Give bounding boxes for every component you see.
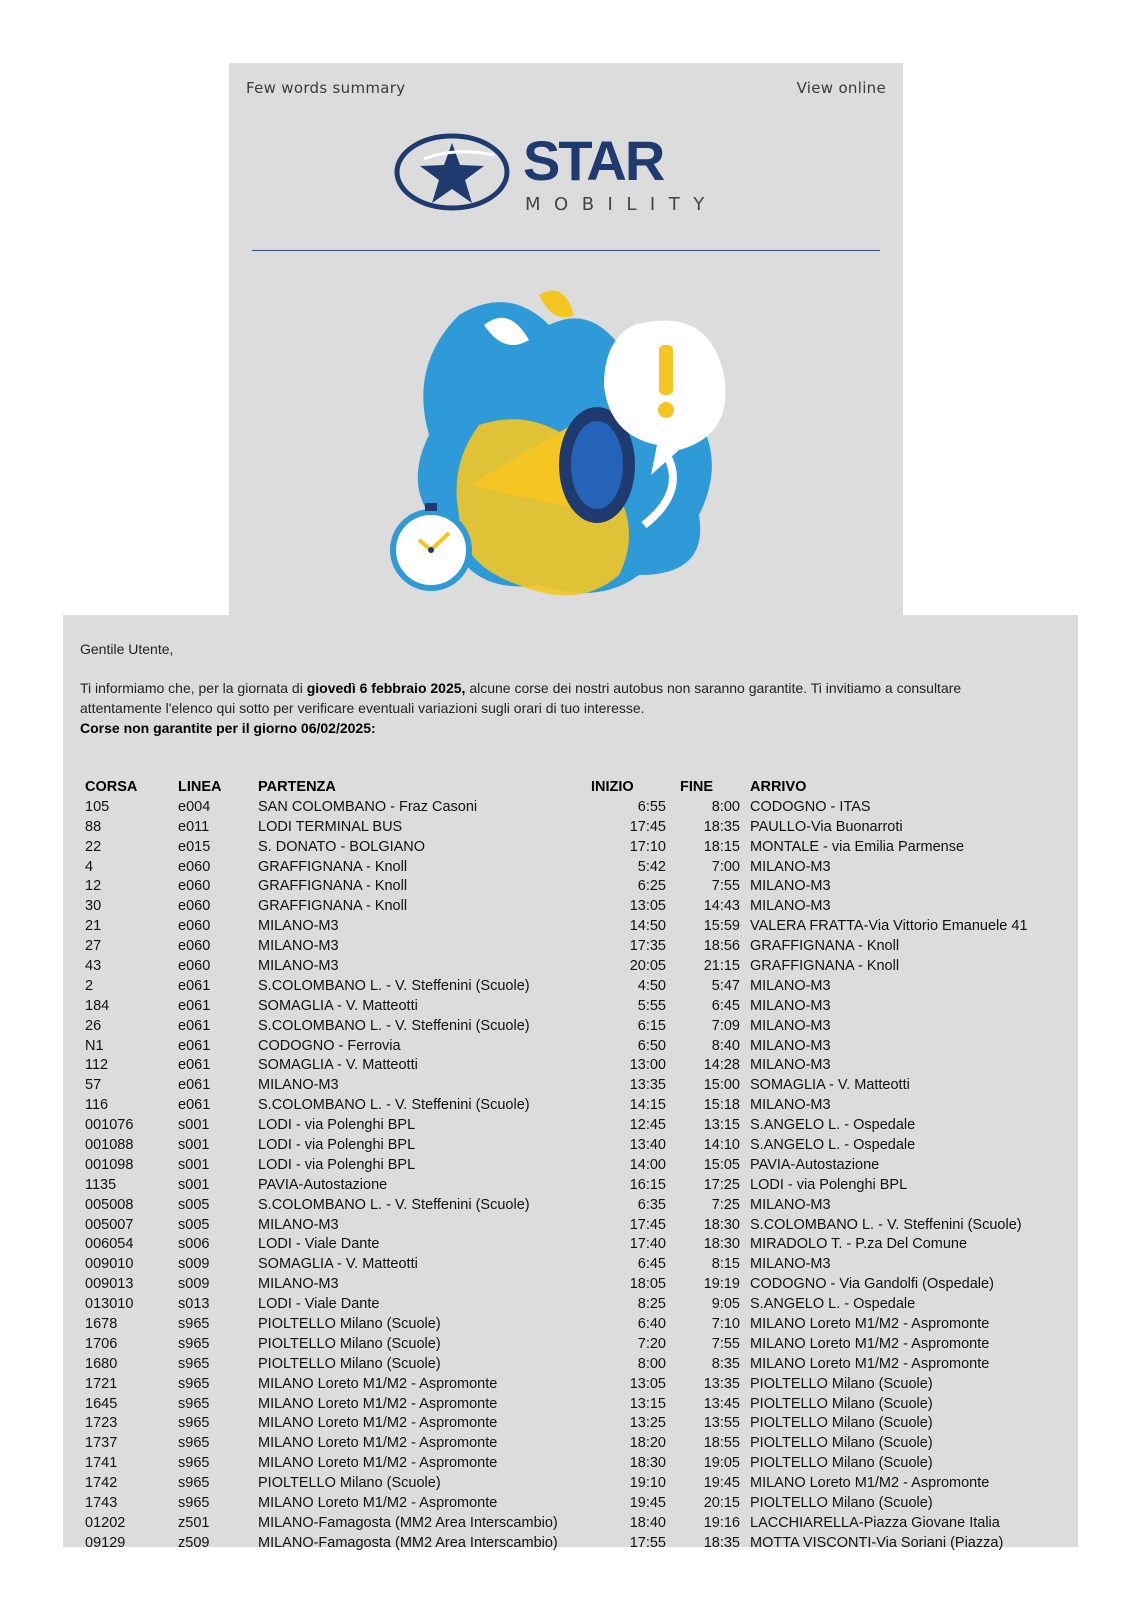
table-row	[82, 956, 1050, 976]
table-row	[82, 1155, 1050, 1175]
cell-inizio: 19:10	[629, 1475, 666, 1492]
table-row	[82, 817, 1050, 837]
cell-fine: 15:59	[703, 918, 740, 935]
header-divider	[252, 250, 880, 251]
email-header-card	[229, 63, 903, 615]
cell-fine: 8:35	[711, 1355, 740, 1372]
cell-corsa: 01202	[85, 1514, 126, 1531]
cell-corsa: 2	[85, 977, 94, 994]
cell-arrivo: MILANO-M3	[750, 1037, 831, 1054]
intro-date: giovedì 6 febbraio 2025,	[306, 680, 466, 696]
cell-linea: e060	[178, 938, 211, 955]
cell-arrivo: MILANO-M3	[750, 997, 831, 1014]
cell-corsa: 105	[85, 798, 110, 815]
cell-fine: 7:55	[711, 878, 740, 895]
cell-arrivo: LACCHIARELLA-Piazza Giovane Italia	[750, 1514, 1000, 1531]
cell-corsa: 43	[85, 957, 102, 974]
cell-partenza: CODOGNO - Ferrovia	[258, 1037, 401, 1054]
cell-partenza: PIOLTELLO Milano (Scuole)	[258, 1355, 441, 1372]
table-row	[82, 1215, 1050, 1235]
cell-fine: 18:35	[703, 1534, 740, 1551]
cell-linea: s001	[178, 1136, 210, 1153]
cell-fine: 18:35	[703, 818, 740, 835]
cell-partenza: MILANO Loreto M1/M2 - Aspromonte	[258, 1495, 498, 1511]
table-row	[82, 996, 1050, 1016]
table-row	[82, 857, 1050, 877]
cell-partenza: LODI - via Polenghi BPL	[258, 1117, 416, 1134]
cell-fine: 20:15	[703, 1495, 740, 1511]
cell-inizio: 17:10	[629, 838, 666, 855]
cell-fine: 9:05	[711, 1296, 740, 1313]
star-mobility-logo[interactable]	[394, 129, 734, 215]
table-row	[82, 1095, 1050, 1115]
cell-partenza: MILANO-M3	[258, 1276, 339, 1293]
cell-fine: 5:47	[711, 977, 740, 994]
cell-fine: 7:10	[711, 1315, 740, 1332]
table-row	[82, 1533, 1050, 1553]
cell-corsa: N1	[85, 1037, 104, 1054]
cell-fine: 14:43	[703, 898, 740, 915]
cell-fine: 19:05	[703, 1455, 740, 1472]
cell-linea: e061	[178, 1097, 211, 1114]
cell-arrivo: MILANO-M3	[750, 1256, 831, 1273]
cell-partenza: S. DONATO - BOLGIANO	[258, 838, 426, 855]
cell-arrivo: S.ANGELO L. - Ospedale	[750, 1136, 916, 1153]
table-row	[82, 1274, 1050, 1294]
cell-inizio: 12:45	[629, 1117, 666, 1134]
cell-partenza: S.COLOMBANO L. - V. Steffenini (Scuole)	[258, 977, 530, 994]
cell-corsa: 21	[85, 918, 102, 935]
cell-linea: s965	[178, 1375, 210, 1392]
cell-arrivo: CODOGNO - ITAS	[750, 798, 871, 815]
table-row	[82, 837, 1050, 857]
cell-partenza: MILANO-M3	[258, 957, 339, 974]
cell-corsa: 116	[85, 1097, 109, 1114]
cell-inizio: 13:05	[629, 898, 666, 915]
intro-text-after: alcune corse dei nostri autobus non saranno garantite. Ti invitiamo a consultare attentamente l'elenco qui sotto per verificare eventuali variazioni sugli orari di tuo interesse.	[80, 680, 962, 716]
cell-partenza: MILANO Loreto M1/M2 - Aspromonte	[258, 1435, 498, 1452]
cell-inizio: 5:42	[637, 858, 666, 875]
cell-linea: s001	[178, 1176, 210, 1193]
cell-fine: 21:15	[703, 957, 740, 974]
table-row	[82, 1016, 1050, 1036]
table-row	[82, 896, 1050, 916]
cell-fine: 15:18	[703, 1097, 740, 1114]
cell-partenza: LODI - via Polenghi BPL	[258, 1156, 416, 1173]
cell-fine: 14:28	[703, 1057, 740, 1074]
cell-fine: 17:25	[703, 1176, 740, 1193]
cell-linea: s965	[178, 1415, 210, 1432]
cell-fine: 13:15	[703, 1117, 740, 1134]
cell-linea: z501	[178, 1514, 210, 1531]
table-row	[82, 1334, 1050, 1354]
cell-linea: e060	[178, 858, 211, 875]
table-row	[82, 1115, 1050, 1135]
cell-linea: s965	[178, 1495, 210, 1511]
cell-linea: e060	[178, 918, 211, 935]
cell-corsa: 12	[85, 878, 102, 895]
table-row	[82, 1294, 1050, 1314]
cell-fine: 18:55	[703, 1435, 740, 1452]
table-row	[82, 976, 1050, 996]
cell-arrivo: MILANO-M3	[750, 898, 831, 915]
table-body	[82, 797, 1050, 1553]
cell-arrivo: MILANO-M3	[750, 1196, 831, 1213]
cell-linea: s009	[178, 1276, 210, 1293]
cell-fine: 18:30	[703, 1236, 740, 1253]
cell-partenza: MILANO-M3	[258, 1216, 339, 1233]
cell-inizio: 17:35	[629, 938, 666, 955]
cell-arrivo: PIOLTELLO Milano (Scuole)	[750, 1495, 933, 1511]
cell-corsa: 001098	[85, 1156, 134, 1173]
cell-partenza: PAVIA-Autostazione	[258, 1176, 388, 1193]
cell-linea: e004	[178, 798, 211, 815]
cell-arrivo: S.ANGELO L. - Ospedale	[750, 1117, 916, 1134]
cell-arrivo: MILANO Loreto M1/M2 - Aspromonte	[750, 1475, 990, 1492]
cell-fine: 7:25	[711, 1196, 740, 1213]
message-body-card	[63, 615, 1078, 1551]
cell-partenza: MILANO Loreto M1/M2 - Aspromonte	[258, 1395, 498, 1412]
cell-inizio: 16:15	[629, 1176, 666, 1193]
cell-linea: s005	[178, 1196, 210, 1213]
cell-corsa: 005007	[85, 1216, 134, 1233]
cell-inizio: 17:40	[629, 1236, 666, 1253]
megaphone-alert-illustration	[389, 285, 739, 605]
cell-inizio: 7:20	[637, 1335, 666, 1352]
cell-fine: 15:05	[703, 1156, 740, 1173]
table-row	[82, 1234, 1050, 1254]
cell-linea: e060	[178, 878, 211, 895]
cell-fine: 14:10	[703, 1136, 740, 1153]
cell-fine: 13:45	[703, 1395, 740, 1412]
table-row	[82, 1473, 1050, 1493]
cell-inizio: 13:05	[629, 1375, 666, 1392]
cell-fine: 8:15	[711, 1256, 740, 1273]
cell-arrivo: MOTTA VISCONTI-Via Soriani (Piazza)	[750, 1534, 1004, 1551]
cell-partenza: LODI - via Polenghi BPL	[258, 1136, 416, 1153]
cell-corsa: 4	[85, 858, 94, 875]
cell-partenza: LODI - Viale Dante	[258, 1236, 380, 1253]
cell-arrivo: PAULLO-Via Buonarroti	[750, 818, 903, 835]
cell-inizio: 4:50	[637, 977, 666, 994]
cell-partenza: MILANO-Famagosta (MM2 Area Interscambio)	[258, 1534, 558, 1551]
cell-fine: 19:45	[703, 1475, 740, 1492]
cell-linea: s965	[178, 1475, 210, 1492]
cell-partenza: SOMAGLIA - V. Matteotti	[258, 997, 418, 1014]
cell-arrivo: PIOLTELLO Milano (Scuole)	[750, 1435, 933, 1452]
table-row	[82, 1075, 1050, 1095]
top-links-bar	[246, 79, 886, 103]
cell-fine: 13:55	[703, 1415, 740, 1432]
cell-linea: e060	[178, 957, 211, 974]
cell-linea: e061	[178, 1077, 211, 1094]
cell-linea: s965	[178, 1395, 210, 1412]
table-row	[82, 1374, 1050, 1394]
cell-inizio: 17:55	[629, 1534, 666, 1551]
cell-corsa: 001088	[85, 1136, 134, 1153]
cell-arrivo: S.COLOMBANO L. - V. Steffenini (Scuole)	[750, 1216, 1022, 1233]
cell-inizio: 13:40	[629, 1136, 666, 1153]
cell-inizio: 6:25	[637, 878, 666, 895]
cell-partenza: S.COLOMBANO L. - V. Steffenini (Scuole)	[258, 1017, 530, 1034]
cell-corsa: 112	[85, 1057, 109, 1074]
cell-linea: e061	[178, 1017, 211, 1034]
cell-arrivo: MILANO-M3	[750, 878, 831, 895]
cell-partenza: MILANO-Famagosta (MM2 Area Interscambio)	[258, 1514, 558, 1531]
cell-partenza: MILANO-M3	[258, 918, 339, 935]
cell-partenza: GRAFFIGNANA - Knoll	[258, 898, 408, 915]
cell-linea: e011	[178, 818, 210, 835]
cell-partenza: MILANO Loreto M1/M2 - Aspromonte	[258, 1455, 498, 1472]
cell-inizio: 8:25	[637, 1296, 666, 1313]
cell-inizio: 13:25	[629, 1415, 666, 1432]
table-row	[82, 1394, 1050, 1414]
cell-linea: e015	[178, 838, 211, 855]
cell-inizio: 18:40	[629, 1514, 666, 1531]
cell-partenza: MILANO Loreto M1/M2 - Aspromonte	[258, 1375, 498, 1392]
cell-inizio: 17:45	[629, 1216, 666, 1233]
cell-arrivo: S.ANGELO L. - Ospedale	[750, 1296, 916, 1313]
cell-linea: e061	[178, 1037, 211, 1054]
list-title: Corse non garantite per il giorno 06/02/2025:	[80, 720, 376, 736]
intro-text-before: Ti informiamo che, per la giornata di	[80, 680, 307, 696]
cell-linea: s006	[178, 1236, 210, 1253]
cell-partenza: LODI - Viale Dante	[258, 1296, 380, 1313]
cell-corsa: 1680	[85, 1355, 118, 1372]
table-row	[82, 1135, 1050, 1155]
cell-linea: s013	[178, 1296, 210, 1313]
table-row	[82, 876, 1050, 896]
cell-corsa: 30	[85, 898, 102, 915]
cell-corsa: 22	[85, 838, 102, 855]
header-linea: LINEA	[178, 778, 222, 795]
cell-partenza: GRAFFIGNANA - Knoll	[258, 878, 408, 895]
cell-inizio: 6:50	[637, 1037, 666, 1054]
cell-fine: 8:00	[711, 798, 740, 815]
table-row	[82, 1513, 1050, 1533]
cell-partenza: GRAFFIGNANA - Knoll	[258, 858, 408, 875]
cell-partenza: SOMAGLIA - V. Matteotti	[258, 1057, 418, 1074]
table-row	[82, 1195, 1050, 1215]
view-online-link[interactable]: View online	[796, 79, 886, 97]
cell-arrivo: MILANO-M3	[750, 858, 831, 875]
cell-linea: s965	[178, 1315, 210, 1332]
table-row	[82, 1254, 1050, 1274]
cell-fine: 6:45	[711, 997, 740, 1014]
cell-inizio: 20:05	[629, 957, 666, 974]
cell-corsa: 1721	[85, 1375, 118, 1392]
cell-fine: 7:55	[711, 1335, 740, 1352]
cell-fine: 7:09	[711, 1017, 740, 1034]
cell-arrivo: VALERA FRATTA-Via Vittorio Emanuele 41	[750, 918, 1028, 935]
cell-arrivo: GRAFFIGNANA - Knoll	[750, 957, 900, 974]
cell-arrivo: MONTALE - via Emilia Parmense	[750, 838, 965, 855]
cell-linea: s965	[178, 1355, 210, 1372]
cell-corsa: 005008	[85, 1196, 134, 1213]
cell-corsa: 1678	[85, 1315, 118, 1332]
cell-inizio: 14:00	[629, 1156, 666, 1173]
cell-partenza: PIOLTELLO Milano (Scuole)	[258, 1475, 441, 1492]
cell-linea: e060	[178, 898, 211, 915]
cell-fine: 18:30	[703, 1216, 740, 1233]
table-row	[82, 916, 1050, 936]
cell-inizio: 13:15	[629, 1395, 666, 1412]
cell-partenza: SAN COLOMBANO - Fraz Casoni	[258, 798, 478, 815]
cell-partenza: MILANO Loreto M1/M2 - Aspromonte	[258, 1415, 498, 1432]
cell-arrivo: MILANO Loreto M1/M2 - Aspromonte	[750, 1355, 990, 1372]
cell-linea: s001	[178, 1156, 210, 1173]
cell-arrivo: LODI - via Polenghi BPL	[750, 1176, 908, 1193]
cell-fine: 15:00	[703, 1077, 740, 1094]
cell-linea: z509	[178, 1534, 210, 1551]
header-corsa: CORSA	[85, 778, 138, 795]
cell-corsa: 1135	[85, 1176, 117, 1193]
cancelled-trips-table	[82, 777, 1050, 1553]
cell-inizio: 13:00	[629, 1057, 666, 1074]
cell-partenza: LODI TERMINAL BUS	[258, 818, 403, 835]
cell-inizio: 5:55	[637, 997, 666, 1014]
cell-arrivo: PAVIA-Autostazione	[750, 1156, 880, 1173]
cell-inizio: 14:50	[629, 918, 666, 935]
cell-fine: 7:00	[711, 858, 740, 875]
table-row	[82, 1433, 1050, 1453]
cell-inizio: 13:35	[629, 1077, 666, 1094]
cell-partenza: MILANO-M3	[258, 938, 339, 955]
cell-arrivo: CODOGNO - Via Gandolfi (Ospedale)	[750, 1276, 994, 1293]
intro-paragraph	[80, 678, 1018, 718]
cell-corsa: 09129	[85, 1534, 126, 1551]
logo-wordmark-mobility: MOBILITY	[525, 194, 718, 215]
cell-corsa: 1723	[85, 1415, 118, 1432]
cell-corsa: 001076	[85, 1117, 134, 1134]
cell-corsa: 88	[85, 818, 102, 835]
cell-arrivo: PIOLTELLO Milano (Scuole)	[750, 1455, 933, 1472]
cell-linea: s005	[178, 1216, 210, 1233]
table-row	[82, 797, 1050, 817]
cell-inizio: 8:00	[637, 1355, 666, 1372]
cell-linea: s965	[178, 1455, 210, 1472]
cell-inizio: 6:40	[637, 1315, 666, 1332]
cell-linea: s965	[178, 1435, 210, 1452]
cell-arrivo: MILANO Loreto M1/M2 - Aspromonte	[750, 1335, 990, 1352]
cell-corsa: 184	[85, 997, 110, 1014]
cell-corsa: 57	[85, 1077, 102, 1094]
cell-inizio: 14:15	[629, 1097, 666, 1114]
cell-arrivo: MIRADOLO T. - P.za Del Comune	[750, 1236, 968, 1253]
logo-wordmark-star: STAR	[523, 129, 664, 192]
cell-linea: s001	[178, 1117, 210, 1134]
table-row	[82, 1354, 1050, 1374]
cell-fine: 13:35	[703, 1375, 740, 1392]
table-row	[82, 1414, 1050, 1434]
table-row	[82, 936, 1050, 956]
cell-arrivo: MILANO-M3	[750, 1057, 831, 1074]
cell-linea: e061	[178, 997, 211, 1014]
cell-corsa: 26	[85, 1017, 102, 1034]
cell-partenza: SOMAGLIA - V. Matteotti	[258, 1256, 418, 1273]
table-row	[82, 1175, 1050, 1195]
cell-inizio: 6:55	[637, 798, 666, 815]
cell-partenza: PIOLTELLO Milano (Scuole)	[258, 1315, 441, 1332]
table-row	[82, 1036, 1050, 1056]
cell-corsa: 27	[85, 938, 102, 955]
table-header-row	[82, 777, 1050, 797]
header-partenza: PARTENZA	[258, 778, 336, 795]
cell-fine: 18:15	[703, 838, 740, 855]
cell-corsa: 009013	[85, 1276, 134, 1293]
cell-fine: 19:19	[703, 1276, 740, 1293]
cell-fine: 18:56	[703, 938, 740, 955]
cell-fine: 19:16	[703, 1514, 740, 1531]
cell-arrivo: PIOLTELLO Milano (Scuole)	[750, 1415, 933, 1432]
header-arrivo: ARRIVO	[750, 778, 807, 795]
cell-inizio: 6:15	[637, 1017, 666, 1034]
cell-partenza: S.COLOMBANO L. - V. Steffenini (Scuole)	[258, 1196, 530, 1213]
cell-arrivo: SOMAGLIA - V. Matteotti	[750, 1077, 910, 1094]
header-inizio: INIZIO	[591, 778, 634, 795]
cell-inizio: 6:35	[637, 1196, 666, 1213]
header-fine: FINE	[680, 778, 714, 795]
cell-partenza: MILANO-M3	[258, 1077, 339, 1094]
cell-fine: 8:40	[711, 1037, 740, 1054]
cell-linea: s009	[178, 1256, 210, 1273]
cell-inizio: 17:45	[629, 818, 666, 835]
cell-corsa: 1737	[85, 1435, 118, 1452]
table-row	[82, 1314, 1050, 1334]
cell-corsa: 1645	[85, 1395, 118, 1412]
table-row	[82, 1453, 1050, 1473]
cell-inizio: 6:45	[637, 1256, 666, 1273]
cell-corsa: 1743	[85, 1495, 118, 1511]
table-row	[82, 1493, 1050, 1513]
cell-corsa: 1706	[85, 1335, 118, 1352]
cell-linea: e061	[178, 977, 211, 994]
cell-partenza: PIOLTELLO Milano (Scuole)	[258, 1335, 441, 1352]
cell-inizio: 19:45	[629, 1495, 666, 1511]
greeting-text: Gentile Utente,	[80, 641, 174, 657]
cell-inizio: 18:20	[629, 1435, 666, 1452]
cell-corsa: 006054	[85, 1236, 134, 1253]
cell-arrivo: GRAFFIGNANA - Knoll	[750, 938, 900, 955]
cell-arrivo: MILANO-M3	[750, 977, 831, 994]
table-row	[82, 1055, 1050, 1075]
cell-corsa: 009010	[85, 1256, 134, 1273]
cell-linea: e061	[178, 1057, 211, 1074]
cell-arrivo: PIOLTELLO Milano (Scuole)	[750, 1375, 933, 1392]
cell-arrivo: PIOLTELLO Milano (Scuole)	[750, 1395, 933, 1412]
cell-corsa: 1741	[85, 1455, 118, 1472]
cell-arrivo: MILANO-M3	[750, 1017, 831, 1034]
cell-partenza: S.COLOMBANO L. - V. Steffenini (Scuole)	[258, 1097, 530, 1114]
exclamation-mark-icon	[659, 345, 673, 395]
cell-corsa: 013010	[85, 1296, 134, 1313]
cell-arrivo: MILANO-M3	[750, 1097, 831, 1114]
cell-arrivo: MILANO Loreto M1/M2 - Aspromonte	[750, 1315, 990, 1332]
few-words-summary-link[interactable]: Few words summary	[246, 79, 406, 97]
cell-linea: s965	[178, 1335, 210, 1352]
cell-inizio: 18:05	[629, 1276, 666, 1293]
cell-corsa: 1742	[85, 1475, 118, 1492]
cell-inizio: 18:30	[629, 1455, 666, 1472]
